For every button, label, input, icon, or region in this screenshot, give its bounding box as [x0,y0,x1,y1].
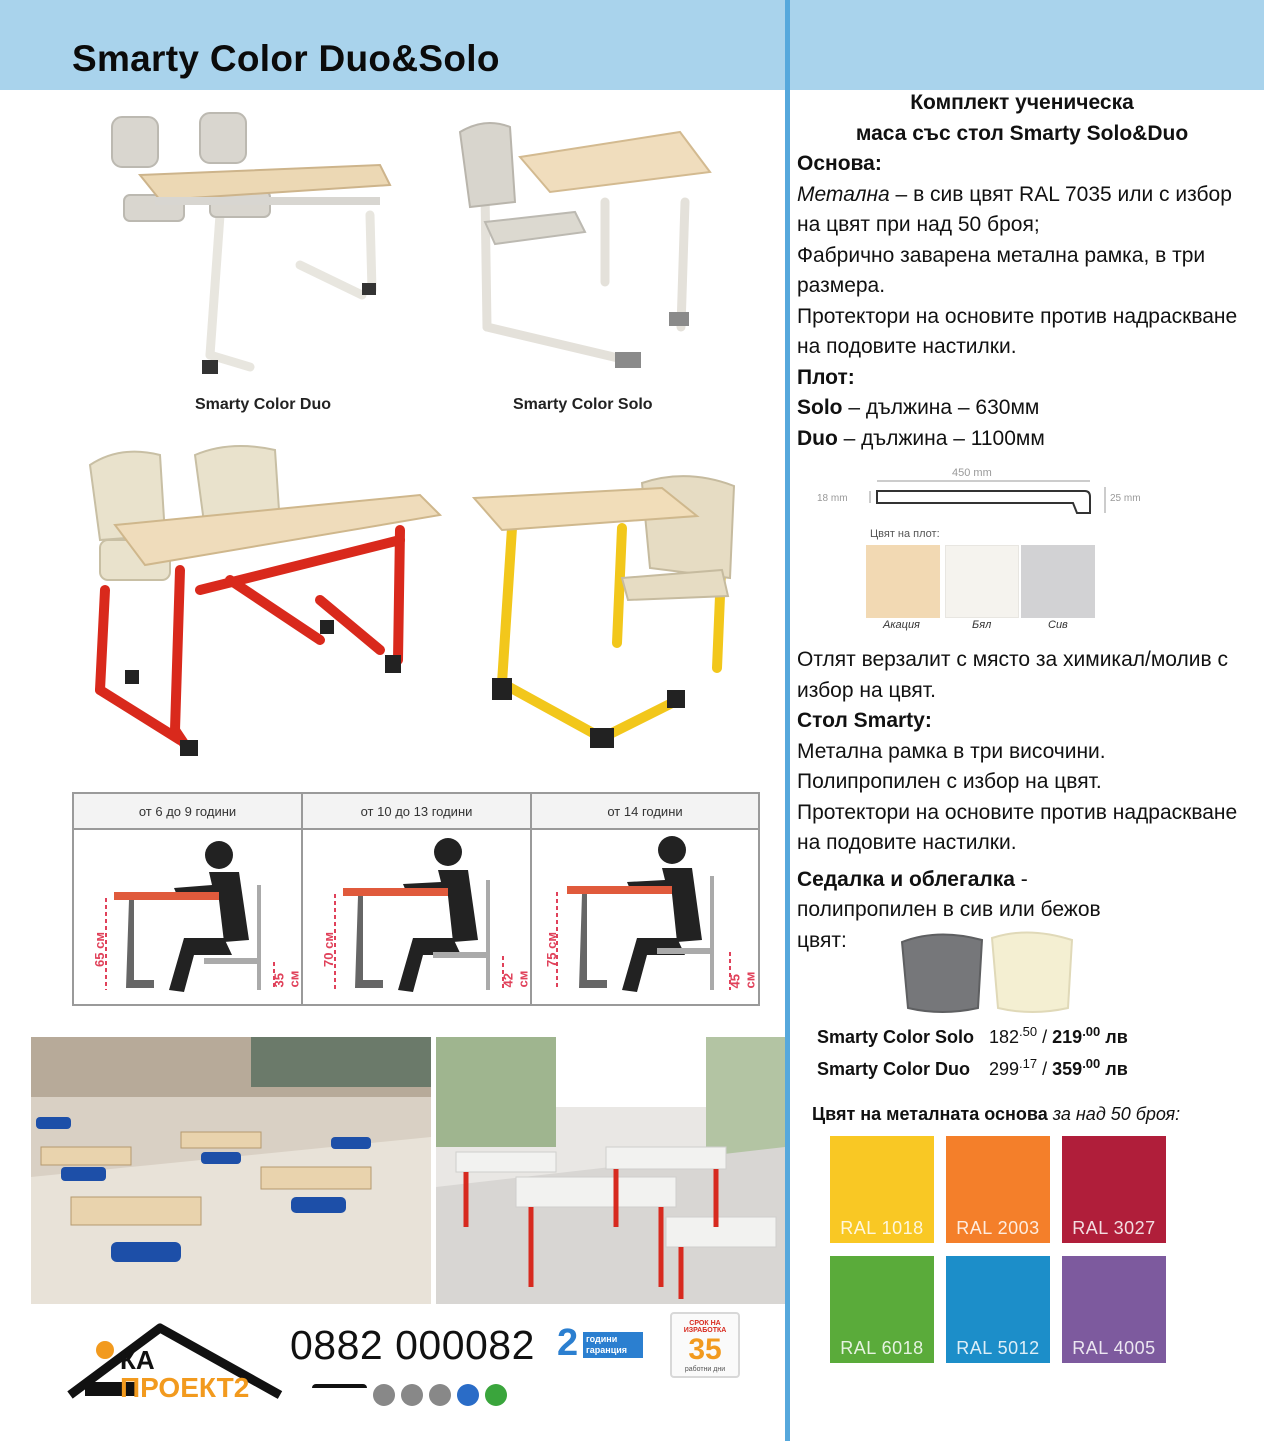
duo-desk-image [100,105,400,385]
eco-badge-icon [485,1384,507,1406]
classroom-photo-blue [31,1037,431,1304]
warranty-badge [557,1322,645,1364]
base-protector-text: Протектори на основите против надраскване на подовите настилки. [797,304,1238,358]
top-color-label: Цвят на плот: [870,528,940,540]
logo-text-top: КА [120,1345,155,1375]
metal-title-bold: Цвят на металната основа [812,1104,1048,1124]
badge-icon [401,1384,423,1406]
classroom-photo-red [436,1037,785,1304]
chair-pp-text: Полипропилен с избор на цвят. [797,770,1102,793]
top-label: Плот: [797,365,855,389]
duo-word: Duo [797,426,838,450]
desk-height-label: 65 см [91,932,107,967]
price-vat: 219 [1052,1027,1083,1047]
price-vat-cents: .00 [1082,1056,1101,1071]
solo-word: Solo [797,396,843,419]
duo-caption: Smarty Color Duo [195,396,332,413]
days-sub: работни дни [684,1366,726,1373]
solo-length [797,393,1257,424]
ral-label: RAL 1018 [840,1218,924,1238]
warranty-number: 2 [557,1322,579,1364]
ral-swatch [1062,1256,1166,1363]
ral-swatch [946,1136,1050,1243]
days-number: 35 [688,1333,722,1366]
chair-label: Стол Smarty: [797,709,932,732]
base-paragraph [797,180,1257,241]
swatch-acacia [866,545,940,618]
logo-text-bottom: ПРОЕКТ2 [120,1372,250,1403]
ral-swatch [830,1136,934,1243]
sitting-figure-icon [303,830,532,1004]
certification-badges [312,1382,512,1408]
mini-logo-icon [312,1384,367,1406]
seat-label: Седалка и облегалка [797,867,1015,891]
ral-label: RAL 6018 [840,1338,924,1358]
description-heading: Комплект ученическа [910,91,1134,114]
duo-red-desk-image [80,440,445,760]
product-description [797,88,1257,454]
solo-caption: Smarty Color Solo [513,396,653,413]
base-text: – в сив цвят RAL 7035 или с избор на цвят при над 50 броя; [797,182,1232,236]
ral-label: RAL 4005 [1072,1338,1156,1358]
column-divider [785,0,790,1441]
drawing-right-label: 25 mm [1110,493,1141,504]
swatch-label: Акация [883,619,920,631]
sitting-figure-icon [532,830,758,1004]
price-currency: лв [1100,1027,1128,1047]
chair-protector-text: Протектори на основите против надраскване на подовите настилки. [797,800,1238,854]
price-base: 182 [989,1027,1020,1047]
age-heading: от 14 години [607,804,683,819]
price-base-cents: .17 [1019,1056,1038,1071]
ral-swatch [1062,1136,1166,1243]
price-vat: 359 [1052,1059,1083,1079]
base-label: Основа: [797,152,882,175]
ral-label: RAL 3027 [1072,1218,1156,1238]
base-frame-text: Фабрично заварена метална рамка, в три размера. [797,243,1206,297]
duo-length [797,424,1257,455]
price-vat-cents: .00 [1082,1024,1101,1039]
drawing-width-label: 450 mm [952,467,992,479]
swatch-grey [1021,545,1095,618]
solo-yellow-desk-image [472,468,747,758]
solo-text: – дължина – 630мм [842,396,1040,419]
price-base-cents: .50 [1019,1024,1038,1039]
price-product-name: Smarty Color Solo [817,1027,975,1047]
seat-height-label: 45 см [727,971,758,989]
price-product-name: Smarty Color Duo [817,1059,971,1079]
seat-text: - полипропилен в сив или бежов цвят: [797,867,1101,952]
chair-frame-text: Метална рамка в три височини. [797,739,1106,763]
metal-colors-title [812,1104,1180,1125]
sitting-figure-icon [74,830,303,1004]
desk-height-label: 70 см [320,932,336,967]
chair-description [797,645,1257,956]
page-title: Smarty Color Duo&Solo [72,38,500,79]
ral-swatch [830,1256,934,1363]
swatch-white [945,545,1019,618]
days-label: СРОК НА ИЗРАБОТКА [683,1320,727,1334]
swatch-label: Бял [972,619,992,631]
phone-number[interactable]: 0882 000082 [290,1322,535,1368]
age-height-chart [72,792,760,1006]
price-separator: / [1037,1027,1053,1047]
beige-seat-sample [992,932,1072,1012]
price-row-solo [817,1024,1128,1048]
metal-title-italic: за над 50 броя: [1047,1104,1181,1124]
age-heading: от 10 до 13 години [303,794,532,828]
grey-seat-sample [902,934,982,1012]
seat-height-label: 35 см [271,970,302,988]
solo-desk-image [455,112,715,377]
iso-badge-icon [457,1384,479,1406]
seat-color-samples [898,930,1078,1015]
price-currency: лв [1100,1059,1128,1079]
swatch-label: Сив [1048,619,1068,631]
badge-icon [429,1384,451,1406]
drawing-left-label: 18 mm [817,493,848,504]
price-row-duo [817,1056,1128,1080]
seat-height-label: 42 см [500,970,531,988]
metal-word: Метална [797,182,890,206]
warranty-text: години гаранция [583,1332,643,1358]
badge-icon [373,1384,395,1406]
production-days-badge [670,1312,740,1378]
ral-label: RAL 2003 [956,1218,1040,1238]
duo-text: – дължина – 1100мм [837,426,1045,450]
price-base: 299 [989,1059,1020,1079]
ral-swatch [946,1256,1050,1363]
desk-height-label: 75 см [543,932,559,967]
age-heading: от 6 до 9 години [74,794,303,828]
description-heading: маса със стол Smarty Solo&Duo [855,121,1189,145]
price-separator: / [1037,1059,1053,1079]
ral-label: RAL 5012 [956,1338,1040,1358]
edge-text: Отлят верзалит с място за химикал/молив с избор на цвят. [797,648,1228,702]
